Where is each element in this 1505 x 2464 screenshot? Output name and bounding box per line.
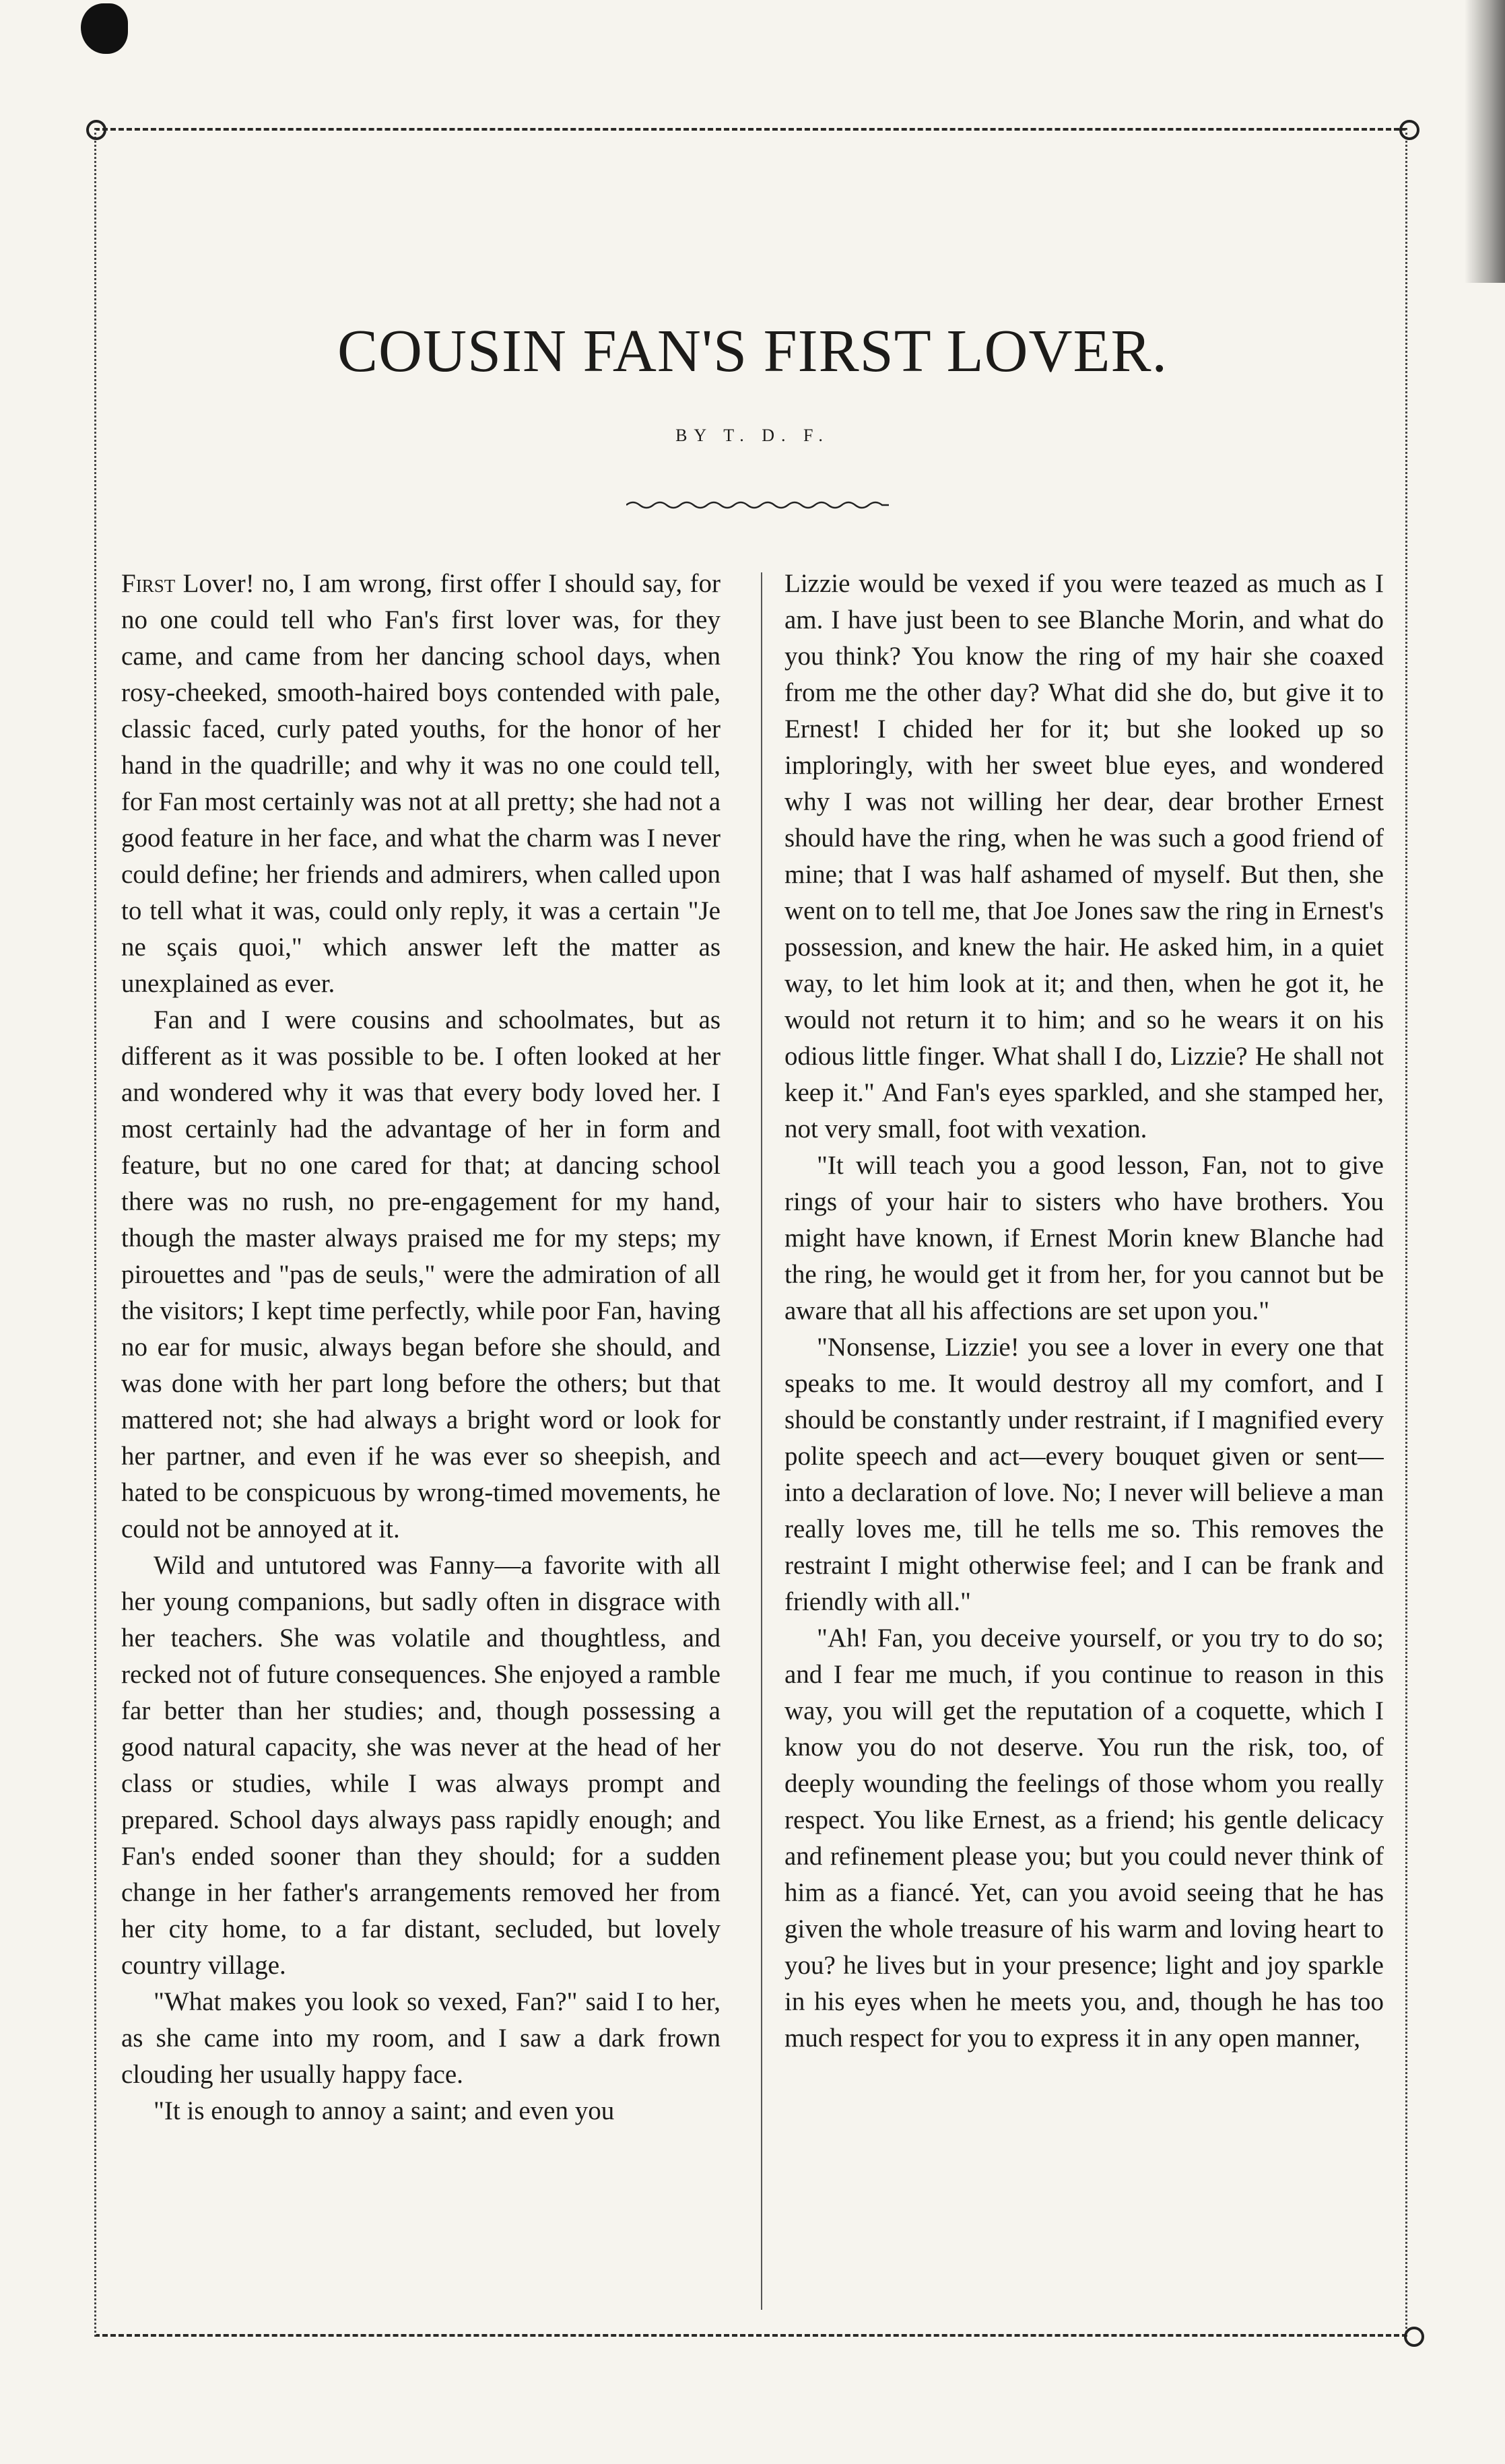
paragraph: "Nonsense, Lizzie! you see a lover in every one that speaks to me. It would destroy all my comfort, and I should be constantly under restraint, if I magnified every polite speech and act—every bouquet given or sent—into a declaration of love. No; I never will believe a man really loves me, till he tells me so. This removes the restraint I might otherwise feel; and I can be frank and friendly with all." [784,1333,1384,1616]
paragraph: First Lover! no, I am wrong, first offer I should say, for no one could tell who Fan's first lover was, for they came, and came from her dancing school days, when rosy-cheeked, smooth-haired boys contended with pale, classic faced, curly pated youths, for the honor of her hand in the quadrille; and why it was no one could tell, for Fan most certainly was not at all pretty; she had not a good feature in her face, and what the charm was I never could define; her friends and admirers, when called upon to tell what it was, could only reply, it was a certain "Je ne sçais quoi," which answer left the matter as unexplained as ever. [121,569,721,998]
right-column [784,566,1384,2310]
paragraph: Fan and I were cousins and schoolmates, but as different as it was possible to be. I often looked at her and wondered why it was that every body loved her. I most certainly had the advantage of her in form and feature, but no one cared for that; at dancing school there was no rush, no pre-engagement for my hand, though the master always praised me for my steps; my pirouettes and "pas de seuls," were the admiration of all the visitors; I kept time perfectly, while poor Fan, having no ear for music, always began before she should, and was done with her part long before the others; but that mattered not; she had always a bright word or look for her partner, and even if he was ever so sheepish, and hated to be conspicuous by wrong-timed movements, he could not be annoyed at it. [121,1005,721,1543]
column-divider [761,572,762,2310]
byline: BY T. D. F. [675,426,830,445]
paragraph: Wild and untutored was Fanny—a favorite with all her young companions, but sadly often in disgrace with her teachers. She was volatile and thoughtless, and recked not of future consequences. She enjoyed a ramble far better than her studies; and, though possessing a good natural capacity, she was never at the head of her class or studies, while I was always prompt and prepared. School days always pass rapidly enough; and Fan's ended sooner than they should; for a sudden change in her father's arrangements removed her from her city home, to a far distant, secluded, but lovely country village. [121,1551,721,1980]
paragraph: "It will teach you a good lesson, Fan, not to give rings of your hair to sisters who have brothers. You might have known, if Ernest Morin knew Blanche had the ring, he would get it from her, for you cannot but be aware that all his affections are set upon you." [784,1151,1384,1325]
corner-ornament [86,120,106,140]
paragraph: Lizzie would be vexed if you were teazed as much as I am. I have just been to see Blanche Morin, and what do you think? You know the ring of my hair she coaxed from me the other day? What did she do, but give it to Ernest! I chided her for it; but she looked up so imploringly, with her sweet blue eyes, and wondered why I was not willing her dear, dear brother Ernest should have the ring, when he was such a good friend of mine; that I was half ashamed of myself. But then, she went on to tell me, that Joe Jones saw the ring in Ernest's possession, and knew the hair. He asked him, in a quiet way, to let him look at it; and then, when he got it, he would not return it to him; and so he wears it on his odious little finger. What shall I do, Lizzie? He shall not keep it." And Fan's eyes sparkled, and she stamped her, not very small, foot with vexation. [784,569,1384,1143]
title-ornament-rule [626,500,889,510]
paragraph: "It is enough to annoy a saint; and even you [154,2096,615,2125]
left-column [121,566,721,2310]
article-title: COUSIN FAN'S FIRST LOVER. [337,318,1168,385]
lead-word: First [121,569,176,598]
ink-blot [81,3,128,54]
corner-ornament [1399,120,1419,140]
corner-ornament [1404,2327,1424,2347]
paragraph: "Ah! Fan, you deceive yourself, or you try to do so; and I fear me much, if you continue to reason in this way, you will get the reputation of a coquette, which I know you do not deserve. You run the risk, too, of deeply wounding the feelings of those whom you really respect. You like Ernest, as a friend; his gentle delicacy and refinement please you; but you could never think of him as a fiancé. Yet, can you avoid seeing that he has given the whole treasure of his warm and loving heart to you? he lives but in your presence; light and joy sparkle in his eyes when he meets you, and, though he has too much respect for you to express it in any open manner, [784,1624,1384,2053]
page-edge-shadow [1465,0,1505,283]
paragraph: "What makes you look so vexed, Fan?" said I to her, as she came into my room, and I saw a dark frown clouding her usually happy face. [121,1987,721,2089]
